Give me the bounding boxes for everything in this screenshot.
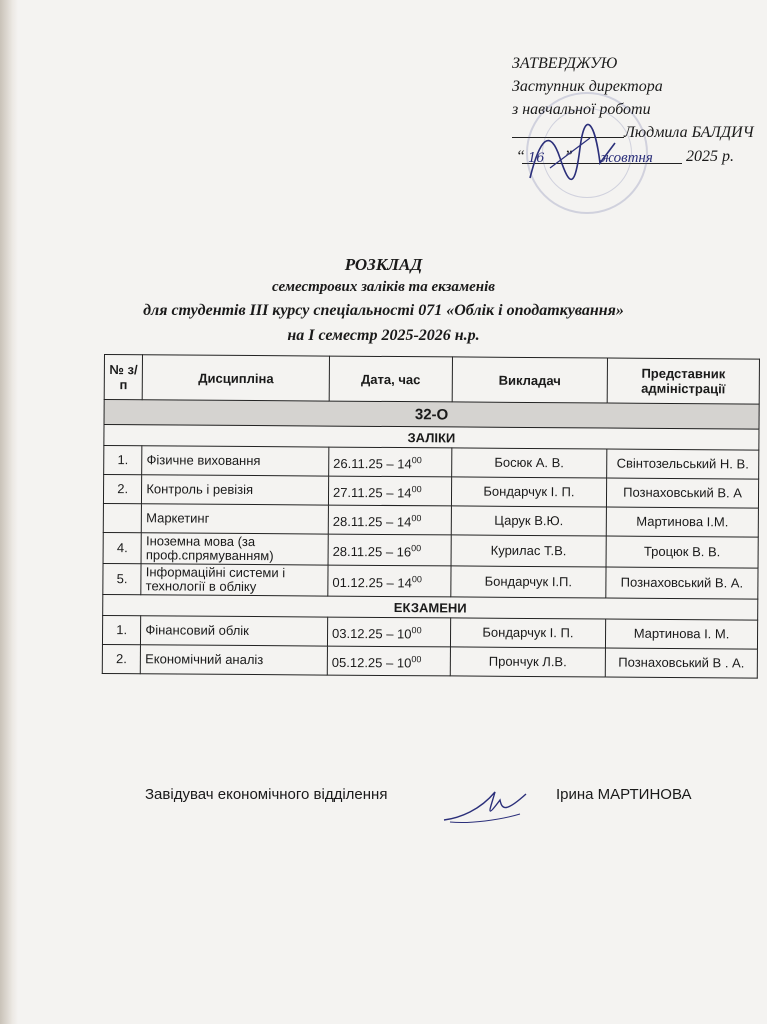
table-row (102, 615, 757, 649)
quote-close: ” (564, 148, 573, 165)
row-admin: Познаховський В . А. (605, 648, 757, 678)
group-name: 32-О (104, 400, 759, 430)
row-teacher: Прончук Л.В. (450, 647, 605, 677)
row-teacher: Бондарчук І. П. (450, 618, 605, 648)
row-subject: Контроль і ревізія (142, 475, 329, 505)
approval-month: жовтня (600, 150, 653, 166)
row-date-text: 28.11.25 – 16 (332, 543, 412, 560)
row-admin: Мартинова І. М. (605, 619, 757, 649)
section-ekzameny: ЕКЗАМЕНИ (103, 594, 758, 620)
row-date (327, 646, 450, 676)
table-row (103, 503, 758, 537)
section-zaliky: ЗАЛІКИ (104, 425, 759, 451)
row-date (328, 476, 451, 506)
row-time-minutes: 00 (411, 573, 422, 585)
row-date (328, 505, 451, 535)
table-row (102, 644, 757, 678)
approval-signer: Людмила БАЛДИЧ (624, 124, 754, 141)
document-semester: на І семестр 2025-2026 н.р. (287, 327, 480, 344)
row-number: 1. (104, 446, 142, 475)
row-date-text: 26.11.25 – 14 (333, 455, 412, 472)
row-time-minutes: 00 (411, 542, 422, 554)
page-edge-shadow (0, 0, 18, 1024)
row-time-minutes: 00 (411, 653, 422, 665)
quote-open: “ (516, 148, 525, 165)
row-number: 2. (102, 644, 140, 673)
approval-heading: ЗАТВЕРДЖУЮ (512, 55, 618, 72)
header-subject: Дисципліна (142, 355, 329, 401)
row-time-minutes: 00 (411, 454, 422, 466)
row-date (329, 447, 452, 477)
row-number (103, 503, 141, 532)
row-time-minutes: 00 (411, 483, 422, 495)
document-audience: для студентів ІІІ курсу спеціальності 071 «Облік і оподаткування» (143, 302, 624, 319)
row-admin: Познаховський В. А. (606, 567, 758, 599)
approval-signature (520, 118, 630, 198)
schedule-table (102, 354, 760, 679)
table-row (103, 563, 758, 599)
header-teacher: Викладач (452, 357, 607, 403)
header-admin: Представник адміністрації (607, 358, 759, 404)
row-date (328, 534, 451, 566)
table-header-row (104, 355, 759, 405)
row-date-text: 01.12.25 – 14 (332, 574, 412, 591)
document-title: РОЗКЛАД (344, 255, 423, 274)
row-teacher: Царук В.Ю. (451, 506, 606, 536)
footer-signature (440, 780, 530, 830)
row-number: 4. (103, 532, 142, 563)
row-subject: Фізичне виховання (142, 446, 329, 476)
row-teacher: Курилас Т.В. (451, 535, 606, 567)
row-date-text: 28.11.25 – 14 (332, 513, 412, 530)
row-teacher: Босюк А. В. (451, 448, 606, 478)
approval-year: 2025 р. (686, 148, 734, 165)
row-teacher: Бондарчук І.П. (451, 566, 606, 598)
row-admin: Троцюк В. В. (606, 536, 758, 568)
approval-day: 16 (528, 151, 545, 166)
header-number: № з/п (104, 355, 143, 400)
footer-name: Ірина МАРТИНОВА (556, 786, 692, 803)
row-admin: Познаховський В. А (606, 478, 758, 508)
row-subject: Маркетинг (142, 504, 329, 534)
row-subject: Фінансовий облік (141, 616, 328, 646)
table-row (104, 446, 759, 480)
row-number: 1. (102, 615, 140, 644)
row-subject: Іноземна мова (за проф.спрямуванням) (141, 533, 328, 565)
row-teacher: Бондарчук І. П. (451, 477, 606, 507)
row-admin: Свінтозельський Н. В. (607, 449, 759, 479)
row-number: 2. (103, 475, 141, 504)
row-date (327, 617, 450, 647)
table-row (103, 475, 758, 509)
row-date-text: 27.11.25 – 14 (332, 484, 412, 501)
row-date (328, 565, 451, 597)
row-date-text: 05.12.25 – 10 (331, 654, 412, 671)
row-number: 5. (103, 563, 142, 594)
footer-position: Завідувач економічного відділення (145, 786, 388, 803)
header-date: Дата, час (329, 356, 452, 402)
row-time-minutes: 00 (411, 624, 422, 636)
approval-position: Заступник директора (512, 78, 663, 95)
document-subtitle: семестрових заліків та екзаменів (271, 279, 495, 295)
row-subject: Економічний аналіз (141, 645, 328, 675)
table-row (103, 532, 758, 568)
row-date-text: 03.12.25 – 10 (331, 625, 412, 642)
row-subject: Інформаційні системи і технології в обліку (141, 564, 328, 596)
approval-position-detail: з навчальної роботи (512, 101, 651, 118)
row-admin: Мартинова І.М. (606, 507, 758, 537)
row-time-minutes: 00 (411, 512, 422, 524)
